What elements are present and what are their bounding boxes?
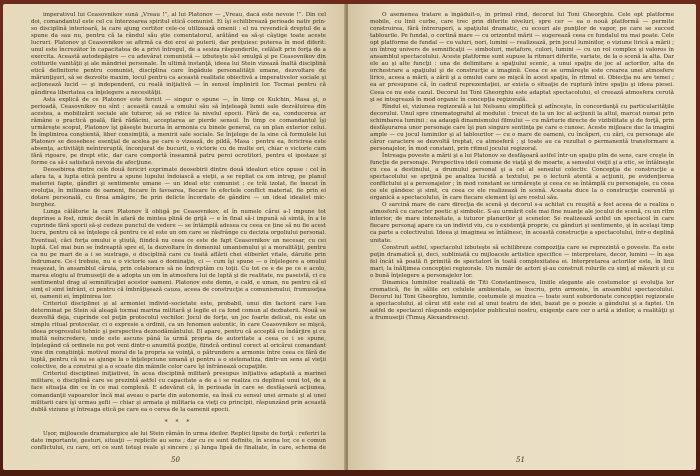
page-number: 51 bbox=[516, 456, 525, 464]
paragraph: Rîndul ei, viziunea regizorală a lui Nelsanu simplifică şi adînceşte, în concordanţă cu particularităţile decorului. Unul spre cinematograful al modului : trecut de la un loc al acţiunii la altul, marcat numai prin schimbarea luminii ; ea adaugă dinamismului filmului — cu mărturie directe de vizibilitate şi de forţă, prin desfăşurarea unor personaje care îşi pun singure sentinţa pe care o cunosc. Aceste mijloace duc la imagini ample — cu jocul luminilor şi al tablourilor — cu o mare de oameni, cu încăperi, cu zări, cu personaje ale căror caractere se dezvoltă treptat, cu atmosferă ; şi toate au ca rezultat o permanentă transformare a personajelor, în mod constant, prin ritmul jocului regizoral. bbox=[370, 103, 674, 152]
paragraph: Întreaga poveste a mării şi a lui Platonov se desfăşoară astfel într-un spaţiu plin de sens, care creşte în funcţie de personaje. Perspectiva ideii comune de viaţă şi de moarte, a sensului vieţii şi a etic, se întâlneşte cu cea a destinului, a drumului personal şi a cel al sensului colectiv. Concepţia de construcţie a spectacolului se sprijină pe analiza lucidă a textului, pe o lectură atentă a acţiunii, pe evidenţierea conflictului şi a personajelor ; în mod constant se urmăreşte şi ceea ce se întâmplă cu personajele, cu ceea ce ele gândesc şi simt, cu ceea ce ele realizează în scenă. Aceasta duce la o construcţie coerentă şi organică a spectacolului, în care fiecare element îşi are rostul său. bbox=[370, 152, 674, 202]
right-page bbox=[348, 4, 696, 470]
paragraph: Deosebirea dintre cele două fericiri exprimate deosebirii dintre două idealuri etice opuse : cel în afara ta, a lupta etică pentru a spune lupului îndoiască a vieţii, a se repliat ca om intreg, pe planul materiei fapte, gândiri şi sentimente umane — un ideal etic comunist ; ce trăi izolat, fie înecat în evoluţia, în milioane de oameni, fiecare în favoarea, fiecare în efectele conflict material, fie prin ei dotare personală, cu firea amăgire, fie prin delicte încordate de gândire — un ideal idealist mic-burghez. bbox=[31, 167, 326, 209]
paragraph: Lunga călătorie la care Platonov îl obligă pe Ceasovnikov, el în numele cărui a-l impune tot deprinse a fost, nimic decât în afară de mintea plină de grijă — e în final să-i impună să simtă, în a le cuprinde fără sporii să-şi cedeze punctul de vedere — se întâmplă adesea cu ceea ce ține să nu fie acest lucru, pentru că se înţelege că pentru ce el este un om care se răsfrânge cu decizia orgoliului personal. Eventual, căci forţa omului e ştiută, fiindcă nu ceea ce este de fapt Ceasovnikov un necesar, cu cei luptă. Cel mai bun se îndreaptă spre el, la dezvoltare în domeniul umanismului şi a moralităţii, pentru ca nu pe mari de a i se sustrage, o disciplină care cu toată aflării chei eliberări vitale, dăruite prin îndrumare. Ce-i trebuie, nu e o victorie sau o dominaţie, ci — cum îşi spune — o înţelegere a omului reaşezat, în ansamblul căruia, prin colaborare să ne îndreptăm cu toţii. Cu tot ce e de pe ce e acolo, marea elogiu al frumuseţii de a adopta un om în atmosfera lui de luptă şi de realitate, nu paseistă, ci cu sentimentul drag al semnificaţiei acestor oameni. Platonov este demn, e cald, e uman, nu pentru că el simţ el simt înfrânt, ci pentru că îmbrăţişează cauza, aceea de construcţie a comunismului, frumuseţea ei, oamenii ei, împlinirea lor. bbox=[31, 209, 326, 300]
paragraph: Construit astfel, spectacolul izbuteşte să echilibreze compoziţia care se reprezintă o poveste. Ea este puţin dramatică şi, deci, subliniată cu mijloacele artistice specifice — interpretare, decor, lumini — în aşa fel încât să poată fi primită de spectatori în toată complexitatea ei. Interpretarea actorilor este, în linii mari, la înălţimea concepţiei regizorale. Un număr de actori şi-au construit rolurile cu simţ al măsurii şi cu o bună înţelegere a personajelor lor. bbox=[370, 244, 674, 279]
left-text-column bbox=[31, 12, 326, 450]
paragraph: O sarcină mare de care direcţia de scenă şi decorul s-a achitat cu reuşită a fost aceea de a realiza o atmosferă cu caracter poetic şi simbolic. S-au urmărit cele mai fine nuanţe ale jocului de scenă, cu un ritm interior, de mare intensitate, a tuturor planurilor şi scenelor. Se realizează astfel un spectacol în care fiecare personaj apare ca un individ viu, cu o existenţă proprie, cu gânduri şi sentimente, şi în acelaşi timp ca parte a colectivului. Ideea şi imaginea se întâlnesc, în această construcţie a spectacolului, într-o deplină unitate. bbox=[370, 202, 674, 244]
paragraph: Asta explică de ce Platonov este fericit — singur o spune —, în timp ce Kulchin, Masa şi, o perioadă, Ceasovnikov nu sînt : această cauză a omului său să înţeleagă lumii sale dezvăluirea din acestea, a mobilizării sociale ale tuturor, să se ridice la nivelul epocii. Fără de ea, conducerea ar rămâne o practică goală, fără rădăcini, acceptarea ar pierde sensul. În timp ce comandantul îşi urmăreşte scopul, Platonov îşi găseşte bucuria în armonia cu binele general, ca un plan exterior celui. În împlinirea conştientă, liber consimţită, a menirii sale sociale. Se înţelege de la sine că formulele lui Platonov se deosebesc esenţial de acelea pe care o vizează, de pildă, Masa : pentru ea, fericirea este absenţa, activităţii neîntreruptă, înconjurat de bucurii, o victorie cu de multe ori, chiar o victorie cum fără rigoare, pe drept etic, dar care comportă înseamnă patru peroi ocrotitori, pentru el ipostaze şi forme ca să-i satisfacă nevoia de afecţiune. bbox=[31, 96, 326, 166]
page-number: 50 bbox=[171, 456, 180, 464]
paragraph: Ușor, mijloacele dramaturgice ale lui Stein rămân în urma ideilor. Replici lipsite de forţă : referiri la date importante, gesturi, situaţii — replicile au sens ; dar cu ce sunt definite, în scena lor, ce e comun conflictului, cu care, ori ce sunt totuşi reale şi sincere ; şi lunga lipsă de finaliate, în care, schema de bbox=[31, 430, 326, 450]
left-page bbox=[3, 4, 346, 470]
paragraph: imperativul lui Ceasovnikov sună „Vreau !”, al lui Platonov — „Vreau, dacă este nevoie !”. Din cel doi, comandantul este cel cu înterzoarea spiritul etică comunist. Ei îşi echilibrează perioade nativ prin-so disciplină interioară, la care ajung certitor cele-ce utilizează omenii : el nu revendică dreptul de a spune da sau nu, pentru că la rândul său ştie comentatorul, arătând ea să-şi câştige toate aceste lucruri. Platonov şi Ceasovnikov se afirmă ca doi eroi ai puterii, dar preţuiesc puterea în mod diferit: unul este încrezător în capacitatea de a privi întregul, de a sesiza răspunderile, celălalt prin forţa de a exercita. Această autodepăşire — cu adevărat comunistă — izbuteşte să-l smulgă şi pe Ceasovnikov din cotiturile vanităţii şi ale mândriei personale. În ultimă instanţă, ideea lui Stein vizează înaltă disciplină etică definitorie pentru comunist, disciplina care îngăduie personalităţii umane, dezvoltare de mărunţişuri, să se dezvolte maxim, locul pentru ca această realitate obiectivă a imperativelor sociale şi acţionează lucid — şi independent, cu reală iniţiativă — în sensul împlinirii lor. Tocmai pentru că gândirea libertatea ca înţelegere a necesităţii. bbox=[31, 12, 326, 96]
paragraph: O asemenea tratare a îngăduit-o, în primul rînd, decorul lui Toni Gheorghiu. Cele opt platforme mobile, cu linii curbe, care trec prin diferite niveluri, spre cer — ea o nouă platformă — permite construirea, fără întreruperi, a spaţiului dramatic, cu ecouri ale punţilor de vapor, pe care se succed tablourile. Pe fundal, o cortină mare — cu orizontul mării — sugerează ceea ce fundalul nu mai poate. Cele opt platforme de fundal — cu valuri, nori, lumini — realizează, prin jocul luminilor, o viziune lirică a mării ; un întreg univers de semnificaţii — simboluri, metafore, culori, lumini — cu un rol complex şi valoros în ansamblul spectacolului. Aceste platforme sunt supuse la ritmuri diferite, variate, de la o scenă la alta. Dar ele au şi alte funcţii : una de delimitare a spaţiului scenic, a unui spaţiu de joc al actorilor, alta de orchestrare a spaţiului şi de construcţie a imaginii. Ceea ce se urmăreşte este crearea unei atmosfere lirice, aceea a mării, a zării şi a omului care se mişcă în acest spaţiu, în ritmul ei. Obiecţia nu are temei ; ea ar presupune că, în cadrul reprezentaţiei, ar exista o situaţie de ruptură între spaţiu şi ideea piesei. Ceea ce nu este cazul. Decorul lui Toni Gheorghiu este adaptat spectacolului, el creează atmosfera cerută şi se integrează în mod organic în concepţia regizorală. bbox=[370, 12, 674, 103]
section-separator: * * * bbox=[164, 418, 193, 426]
right-text-column bbox=[370, 12, 674, 450]
paragraph: Criteriul disciplinei iniţiativei, în acea disciplină militară presupus iniţiativa adaptată a marinei militare, o disciplină care se prezintă astfel cu capacitate a de a i se realiza cu deplinul unui tot, de a face situaţia din ce în ce mai complexă. E adevărat că, în perioada în care se desfăşoară acţiunea, comandanţii vapoarelor încă mai aveau o parte din autonomie, ea însă cu sensul unei armate şi al unei militarii care îşi urmau şefii — chiar şi armata şi militaria ca vieţi cu principii, răspunzând prin această dublă viziune şi întreaga etică pe care ea o cerea de la oamenii epocii. bbox=[31, 371, 326, 413]
paragraph: Criteriul disciplinei şi al armoniei individ–societate este, probabil, unui din factorii care l-au determinat pe Stein să aleagă tocmai marina militară şi legile ei ca fond comun al dezbaterii. Nouă se dezvoltă deja, cuprinde cel puţin protocolul vechilor. Jocul de forţe, un joc foarte delicat, nu este un simplu ritual protocolar, ci o expresie a ordinii, ca un fenomen autentic, în care Ceasovnikov se mişcă, ideea progresului tehnic şi perspectiva deznodământului. El apare, pentru că acceptă cu îndârjire şi cu multă neîncredere, unde este ascuns până la urmă propria de autoritate a ceea ce i se spune, înţelegând că ordinele nu pot veni dintr-o anumită poziţie, fiindcă ordinul corect al oricărui comandant vine din conştiinţă: motivul moral de la propria sa voinţă, o pătrundere a armonie între ceea ce fără de luptă, pentru că nu se ajunge la o înţelepciune umană şi pentru a o sistematiza, dintr-un sens al vieţii colective, de a construi şi a o scoate din mâinile celor care îşi înfrânează ocupaţiile. bbox=[31, 300, 326, 371]
paragraph: Dinamica luminilor realizată de Titi Constantinescu, liniile elegante ale costumelor şi evoluţia lor cromatică, fie în sălile ori celulele ambientale, se înscriu, prin armonie, în ansamblul spectacolului. Decorul lui Toni Gheorghiu, luminile, costumele şi muzica — toate sunt subordonate concepţiei regizorale a spectacolului, al cărui stil este cel al unui teatru de idei, bazat pe o poezie a gândului şi a faptei. Un astfel de spectacol răspunde exigenţelor publicului nostru, exigenţe care cer o artă a ideilor, a realităţii şi a frumuseţii (Timuş Alexandrescu). bbox=[370, 279, 674, 322]
